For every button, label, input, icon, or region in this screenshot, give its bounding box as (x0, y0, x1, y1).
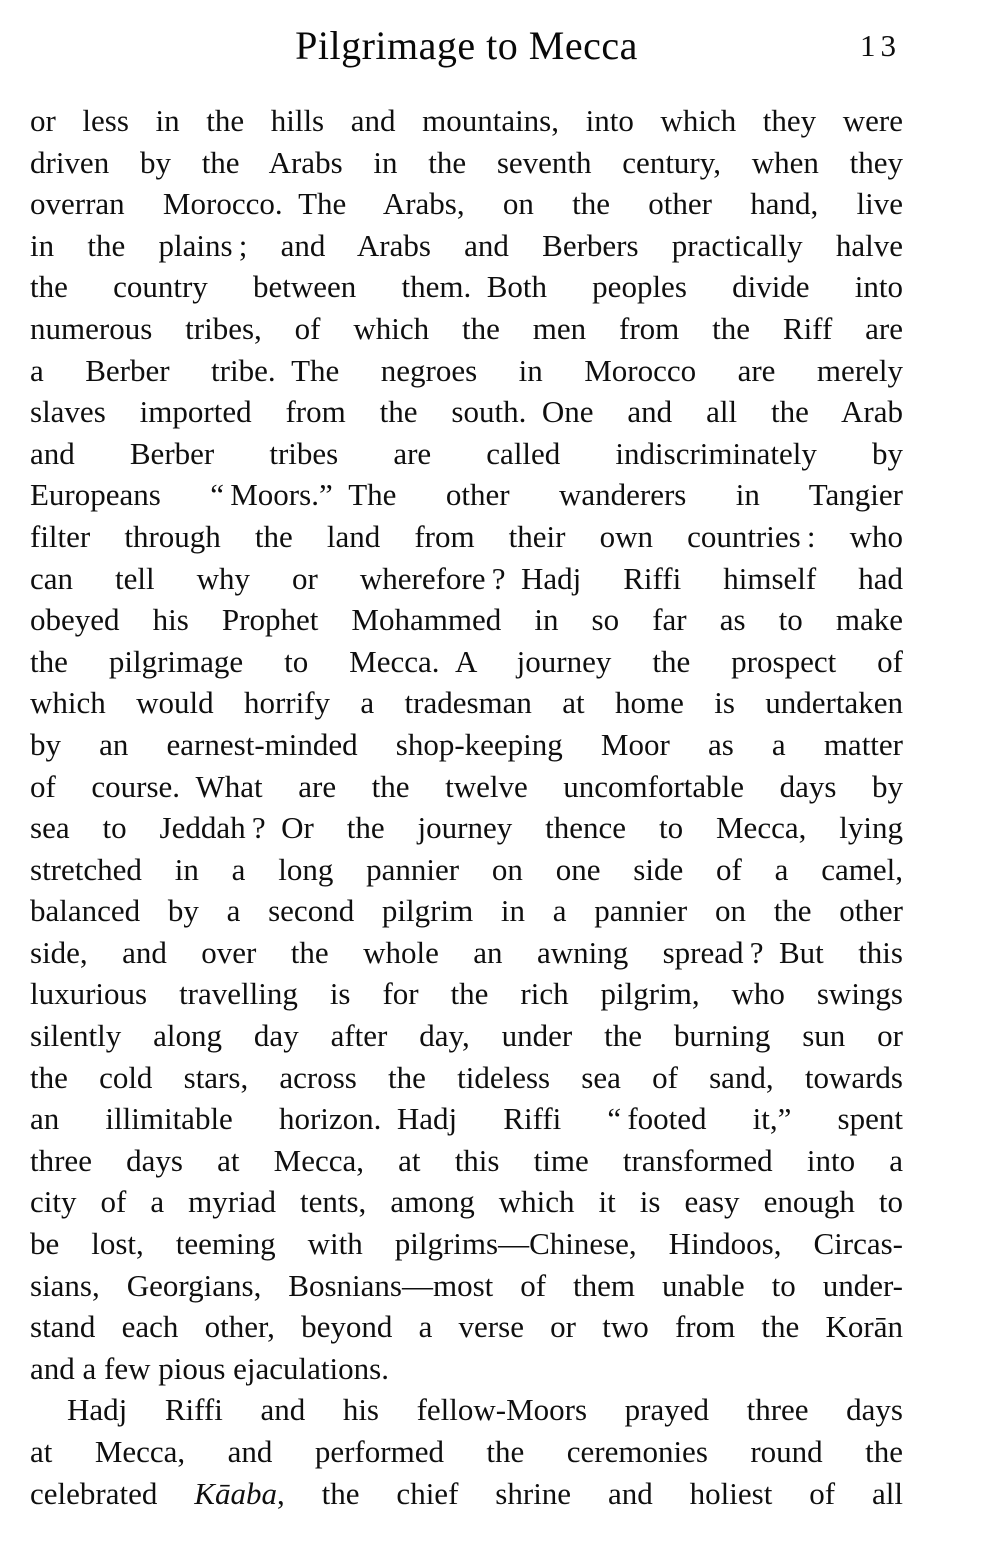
text-segment: stand each other, beyond a verse or two from the Korān (30, 1309, 903, 1345)
text-segment: by an earnest-minded shop-keeping Moor as a matter (30, 726, 903, 762)
text-line (30, 724, 903, 766)
text-line (30, 474, 903, 516)
text-segment: in the plains ; and Arabs and Berbers practically halve (30, 227, 903, 263)
text-segment: silently along day after day, under the burning sun or (30, 1018, 903, 1054)
text-segment: balanced by a second pilgrim in a pannier on the other (30, 893, 903, 929)
text-segment: Europeans “ Moors.” The other wanderers in Tangier (30, 477, 903, 513)
text-line (30, 516, 903, 558)
text-segment: can tell why or wherefore ? Hadj Riffi himself had (30, 560, 903, 596)
text-segment: three days at Mecca, at this time transformed into a (30, 1142, 903, 1178)
page-header (30, 20, 903, 72)
text-line (30, 266, 903, 308)
text-segment: city of a myriad tents, among which it is easy enough to (30, 1184, 903, 1220)
text-line (30, 1223, 903, 1265)
text-segment: stretched in a long pannier on one side of a camel, (30, 851, 903, 887)
text-line (30, 433, 903, 475)
text-line (30, 350, 903, 392)
text-line (30, 807, 903, 849)
text-segment: Hadj Riffi and his fellow-Moors prayed three days (67, 1392, 903, 1428)
text-line (30, 1140, 903, 1182)
text-segment: the country between them. Both peoples divide into (30, 269, 903, 305)
page-number: 13 (860, 28, 901, 63)
text-segment: filter through the land from their own countries : who (30, 518, 903, 554)
text-segment: sians, Georgians, Bosnians—most of them unable to under- (30, 1267, 903, 1303)
text-segment: and Berber tribes are called indiscriminately by (30, 435, 903, 471)
text-line (30, 100, 903, 142)
text-segment: of course. What are the twelve uncomfortable days by (30, 768, 903, 804)
text-line (30, 1098, 903, 1140)
text-segment: at Mecca, and performed the ceremonies round the (30, 1434, 903, 1469)
text-line (30, 142, 903, 184)
text-segment: sea to Jeddah ? Or the journey thence to Mecca, lying (30, 810, 903, 846)
text-line (30, 558, 903, 600)
text-line (30, 391, 903, 433)
text-segment: , the chief shrine and holiest of all (276, 1475, 903, 1511)
text-line (30, 766, 903, 808)
text-segment: the pilgrimage to Mecca. A journey the prospect of (30, 643, 903, 679)
text-line (30, 1265, 903, 1307)
text-line (30, 1057, 903, 1099)
text-segment: overran Morocco. The Arabs, on the other hand, live (30, 186, 903, 222)
text-line (30, 599, 903, 641)
text-line (30, 890, 903, 932)
text-line (30, 849, 903, 891)
text-line (30, 1015, 903, 1057)
text-line (30, 183, 903, 225)
text-line (30, 225, 903, 267)
text-segment: numerous tribes, of which the men from the Riff are (30, 310, 903, 346)
text-line (30, 1431, 903, 1473)
text-segment: obeyed his Prophet Mohammed in so far as to make (30, 602, 903, 638)
text-line (30, 641, 903, 683)
text-segment: which would horrify a tradesman at home is undertaken (30, 685, 903, 721)
text-segment: be lost, teeming with pilgrims—Chinese, Hindoos, Circas- (30, 1226, 903, 1262)
text-line (30, 1473, 903, 1515)
page-title: Pilgrimage to Mecca (295, 23, 638, 68)
text-segment: the cold stars, across the tideless sea of sand, towards (30, 1059, 903, 1095)
text-segment: side, and over the whole an awning spread ? But this (30, 934, 903, 970)
text-segment: and a few pious ejaculations. (30, 1350, 389, 1386)
text-line (30, 308, 903, 350)
text-line (30, 932, 903, 974)
text-segment: driven by the Arabs in the seventh century, when they (30, 144, 903, 180)
page-body (30, 100, 903, 1514)
text-line (30, 1181, 903, 1223)
text-line (30, 1306, 903, 1348)
text-segment: an illimitable horizon. Hadj Riffi “ footed it,” spent (30, 1101, 903, 1137)
text-line (30, 682, 903, 724)
text-segment: luxurious travelling is for the rich pilgrim, who swings (30, 976, 903, 1012)
italic-text-segment: Kāaba (194, 1475, 277, 1511)
text-segment: slaves imported from the south. One and all the Arab (30, 394, 903, 430)
text-line (30, 1389, 903, 1431)
text-line (30, 1348, 903, 1390)
text-segment: a Berber tribe. The negroes in Morocco are merely (30, 352, 903, 388)
text-line (30, 973, 903, 1015)
text-segment: or less in the hills and mountains, into which they were (30, 103, 903, 138)
text-segment: celebrated (30, 1475, 195, 1511)
